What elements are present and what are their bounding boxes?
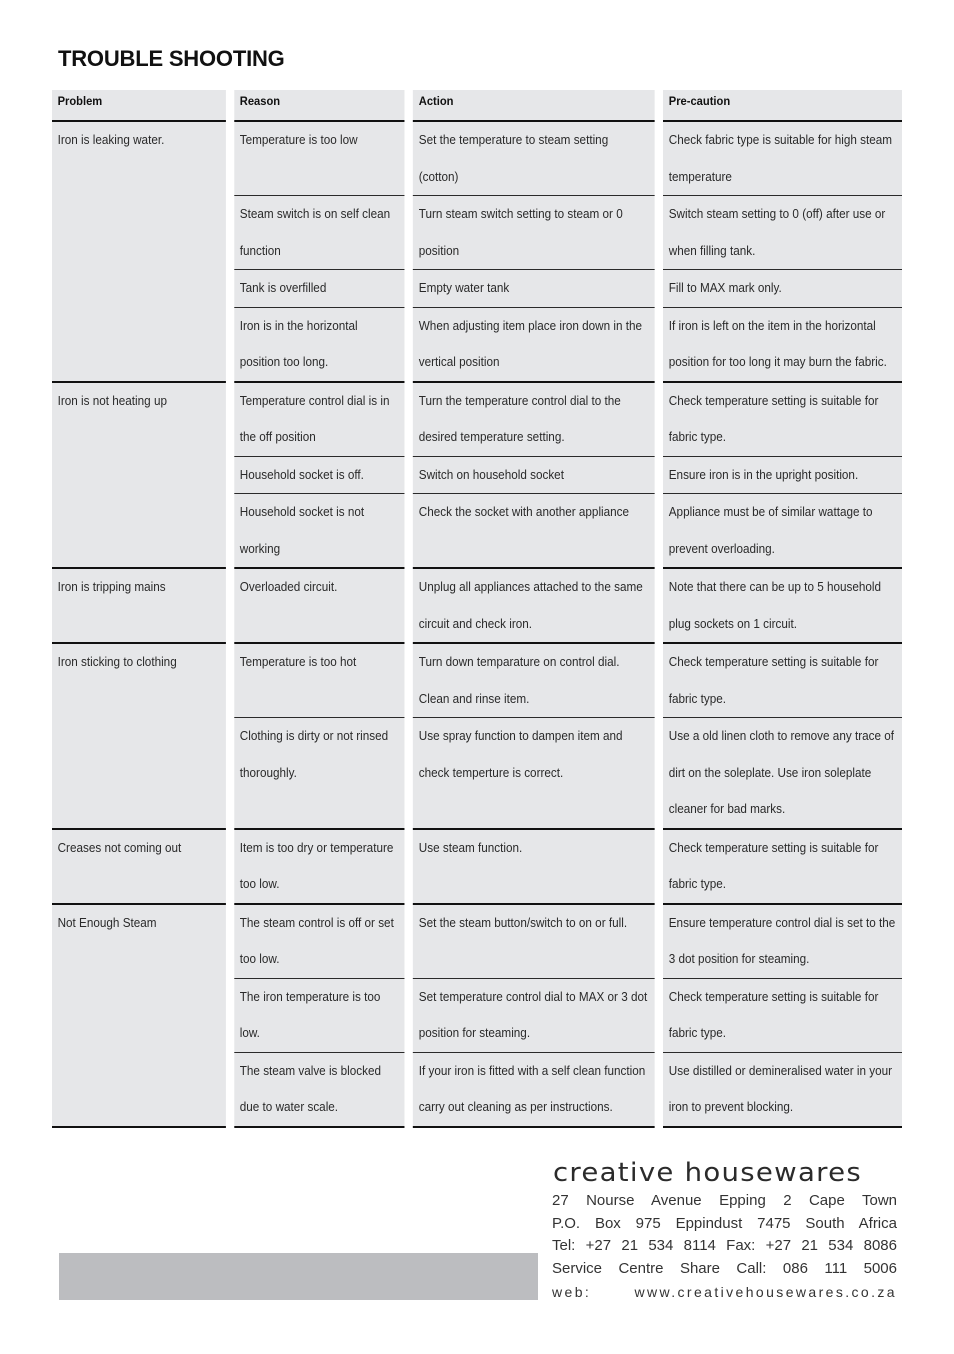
page-title: TROUBLE SHOOTING — [58, 46, 285, 71]
address-line-po-box: P.O. Box 975 Eppindust 7475 South Africa — [552, 1214, 897, 1232]
reason-cell: Temperature is too hot — [230, 643, 409, 718]
header-problem: Problem — [52, 90, 230, 121]
table-row — [52, 568, 902, 643]
address-line-street: 27 Nourse Avenue Epping 2 Cape Town — [552, 1192, 897, 1209]
precaution-cell: Check temperature setting is suitable for fabric type. — [659, 643, 902, 718]
reason-cell: Temperature is too low — [230, 121, 409, 196]
precaution-cell: Check temperature setting is suitable for fabric type. — [659, 978, 902, 1052]
troubleshooting-table-wrap — [52, 90, 902, 1128]
problem-cell: Iron is leaking water. — [52, 121, 230, 382]
reason-cell: The iron temperature is too low. — [230, 978, 409, 1052]
precaution-cell: Note that there can be up to 5 household plug sockets on 1 circuit. — [659, 568, 902, 643]
reason-cell: Steam switch is on self clean function — [230, 196, 409, 270]
table-row — [52, 382, 902, 457]
action-cell: Set temperature control dial to MAX or 3 dot position for steaming. — [409, 978, 659, 1052]
reason-cell: Iron is in the horizontal position too long. — [230, 307, 409, 382]
table-header-row — [52, 90, 902, 121]
action-cell: Use spray function to dampen item and check temperture is correct. — [409, 718, 659, 829]
header-precaution: Pre-caution — [659, 90, 902, 121]
table-body — [52, 121, 902, 1127]
action-cell: Set the temperature to steam setting (cotton) — [409, 121, 659, 196]
action-cell: Turn steam switch setting to steam or 0 position — [409, 196, 659, 270]
precaution-cell: If iron is left on the item in the horizontal position for too long it may burn the fabric. — [659, 307, 902, 382]
problem-cell: Iron is not heating up — [52, 382, 230, 569]
action-cell: Check the socket with another appliance — [409, 494, 659, 569]
contact-address-block — [552, 1190, 897, 1304]
precaution-cell: Use a old linen cloth to remove any trace of dirt on the soleplate. Use iron soleplate cleaner for bad marks. — [659, 718, 902, 829]
service-centre-line: Service Centre Share Call: 086 111 5006 — [552, 1260, 897, 1278]
action-cell: Use steam function. — [409, 829, 659, 904]
precaution-cell: Use distilled or demineralised water in your iron to prevent blocking. — [659, 1052, 902, 1127]
website-line: web: www.creativehousewares.co.za — [552, 1283, 897, 1300]
action-cell: When adjusting item place iron down in the vertical position — [409, 307, 659, 382]
action-cell: Unplug all appliances attached to the same circuit and check iron. — [409, 568, 659, 643]
table-row — [52, 121, 902, 196]
brand-logo-text: creative housewares — [553, 1158, 862, 1188]
action-cell: Turn the temperature control dial to the desired temperature setting. — [409, 382, 659, 457]
reason-cell: Clothing is dirty or not rinsed thoroughly. — [230, 718, 409, 829]
problem-cell: Iron sticking to clothing — [52, 643, 230, 829]
problem-cell: Creases not coming out — [52, 829, 230, 904]
action-cell: If your iron is fitted with a self clean function carry out cleaning as per instructions. — [409, 1052, 659, 1127]
header-action: Action — [409, 90, 659, 121]
phone-fax-line: Tel: +27 21 534 8114 Fax: +27 21 534 8086 — [552, 1237, 897, 1255]
precaution-cell: Switch steam setting to 0 (off) after use or when filling tank. — [659, 196, 902, 270]
reason-cell: The steam valve is blocked due to water scale. — [230, 1052, 409, 1127]
reason-cell: Overloaded circuit. — [230, 568, 409, 643]
precaution-cell: Check fabric type is suitable for high steam temperature — [659, 121, 902, 196]
action-cell: Switch on household socket — [409, 456, 659, 494]
problem-cell: Not Enough Steam — [52, 904, 230, 1127]
reason-cell: Temperature control dial is in the off position — [230, 382, 409, 457]
table-row — [52, 643, 902, 718]
footer-grey-bar — [59, 1253, 538, 1300]
reason-cell: Tank is overfilled — [230, 270, 409, 308]
table-row — [52, 829, 902, 904]
troubleshooting-table — [52, 90, 902, 1128]
action-cell: Set the steam button/switch to on or full. — [409, 904, 659, 979]
table-row — [52, 904, 902, 979]
problem-cell: Iron is tripping mains — [52, 568, 230, 643]
precaution-cell: Ensure temperature control dial is set to the 3 dot position for steaming. — [659, 904, 902, 979]
precaution-cell: Check temperature setting is suitable for fabric type. — [659, 382, 902, 457]
reason-cell: Household socket is not working — [230, 494, 409, 569]
header-reason: Reason — [230, 90, 409, 121]
reason-cell: Household socket is off. — [230, 456, 409, 494]
action-cell: Turn down temparature on control dial. Clean and rinse item. — [409, 643, 659, 718]
precaution-cell: Fill to MAX mark only. — [659, 270, 902, 308]
reason-cell: The steam control is off or set too low. — [230, 904, 409, 979]
precaution-cell: Check temperature setting is suitable for fabric type. — [659, 829, 902, 904]
action-cell: Empty water tank — [409, 270, 659, 308]
precaution-cell: Ensure iron is in the upright position. — [659, 456, 902, 494]
reason-cell: Item is too dry or temperature too low. — [230, 829, 409, 904]
precaution-cell: Appliance must be of similar wattage to prevent overloading. — [659, 494, 902, 569]
